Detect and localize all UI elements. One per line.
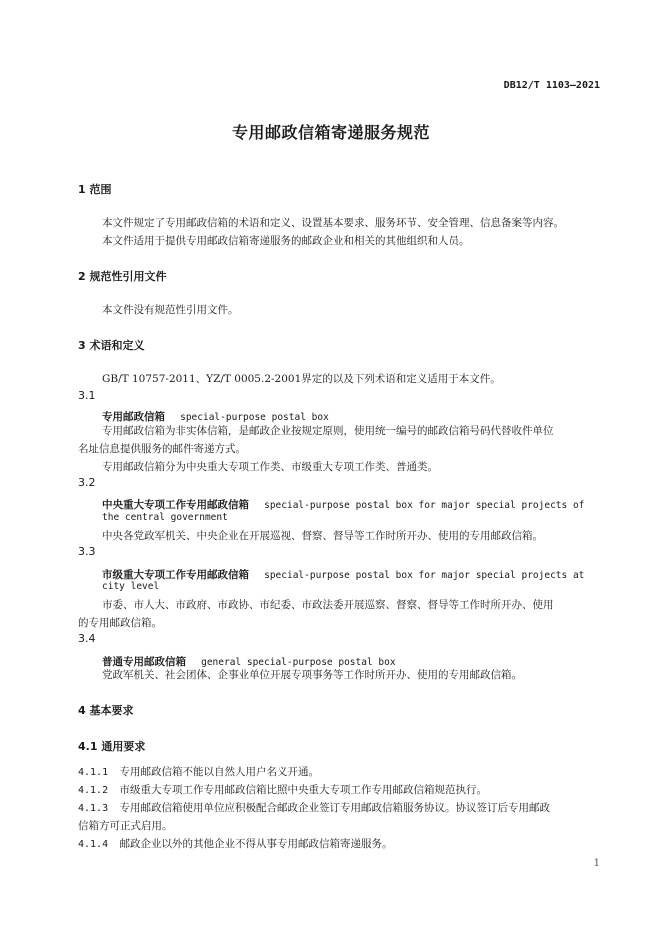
term-3-1-definition-line-2: 名址信息提供服务的邮件寄递方式。 (78, 443, 246, 455)
term-3-1-number: 3.1 (78, 389, 96, 402)
term-3-2-zh: 中央重大专项工作专用邮政信箱 (102, 499, 249, 511)
term-3-4-number: 3.4 (78, 632, 96, 645)
section-1-paragraph-2: 本文件适用于提供专用邮政信箱寄递服务的邮政企业和相关的其他组织和人员。 (102, 235, 470, 247)
clause-4-1-4-number: 4.1.4 (78, 839, 109, 850)
term-3-1-zh: 专用邮政信箱 (102, 411, 165, 423)
section-2-paragraph-1: 本文件没有规范性引用文件。 (102, 304, 239, 316)
clause-4-1-1 (78, 763, 319, 782)
clause-4-1-2-text: 市级重大专项工作专用邮政信箱比照中央重大专项工作专用邮政信箱规范执行。 (119, 784, 487, 796)
term-3-2-en-line-2: the central government (102, 512, 228, 523)
term-3-1-note: 专用邮政信箱分为中央重大专项工作类、市级重大专项工作类、普通类。 (102, 461, 438, 473)
clause-4-1-2-number: 4.1.2 (78, 785, 109, 796)
term-3-4-en: general special-purpose postal box (201, 657, 396, 668)
page-number: 1 (593, 858, 600, 869)
term-3-3-zh: 市级重大专项工作专用邮政信箱 (102, 569, 249, 581)
term-3-1-en: special-purpose postal box (180, 412, 329, 423)
term-3-4-zh: 普通专用邮政信箱 (102, 656, 186, 668)
term-3-4-definition: 党政军机关、社会团体、企事业单位开展专项事务等工作时所开办、使用的专用邮政信箱。 (102, 669, 522, 681)
section-3-heading: 3 术语和定义 (78, 339, 145, 352)
section-3-intro: GB/T 10757-2011、YZ/T 0005.2-2001界定的以及下列术语和定义适用于本文件。 (102, 373, 501, 385)
term-3-2-en: special-purpose postal box for major special projects of (264, 500, 585, 511)
clause-4-1-3-number: 4.1.3 (78, 803, 109, 814)
section-4-heading: 4 基本要求 (78, 704, 134, 717)
term-3-2-definition: 中央各党政军机关、中央企业在开展巡视、督察、督导等工作时所开办、使用的专用邮政信箱。 (102, 530, 543, 542)
document-title: 专用邮政信箱寄递服务规范 (231, 123, 430, 142)
clause-4-1-3 (78, 799, 550, 818)
section-1-paragraph-1: 本文件规定了专用邮政信箱的术语和定义、设置基本要求、服务环节、安全管理、信息备案等内容。 (102, 217, 564, 229)
clause-4-1-3-text: 专用邮政信箱使用单位应积极配合邮政企业签订专用邮政信箱服务协议。协议签订后专用邮政 (119, 802, 550, 814)
clause-4-1-4 (78, 835, 392, 854)
section-1-heading: 1 范围 (78, 183, 112, 196)
clause-4-1-1-text: 专用邮政信箱不能以自然人用户名义开通。 (119, 766, 319, 778)
section-2-heading: 2 规范性引用文件 (78, 270, 167, 283)
subsection-4-1-heading: 4.1 通用要求 (78, 740, 146, 753)
clause-4-1-1-number: 4.1.1 (78, 767, 109, 778)
term-3-3-definition-line-2: 的专用邮政信箱。 (78, 617, 162, 629)
term-3-2-title (102, 493, 584, 512)
clause-4-1-3-continued: 信箱方可正式启用。 (78, 820, 173, 832)
term-3-2-number: 3.2 (78, 476, 96, 489)
clause-4-1-4-text: 邮政企业以外的其他企业不得从事专用邮政信箱寄递服务。 (119, 838, 393, 850)
term-3-3-definition-line-1: 市委、市人大、市政府、市政协、市纪委、市政法委开展巡察、督察、督导等工作时所开办、使用 (102, 599, 554, 611)
term-3-3-en: special-purpose postal box for major special projects at (264, 570, 585, 581)
term-3-1-definition-line-1: 专用邮政信箱为非实体信箱，是邮政企业按规定原则，使用统一编号的邮政信箱号码代替收件单位 (102, 425, 554, 437)
clause-4-1-2 (78, 781, 487, 800)
standard-code: DB12/T 1103—2021 (503, 80, 600, 91)
term-3-3-title (102, 563, 584, 582)
term-3-3-en-line-2: city level (102, 581, 160, 592)
term-3-3-number: 3.3 (78, 545, 96, 558)
